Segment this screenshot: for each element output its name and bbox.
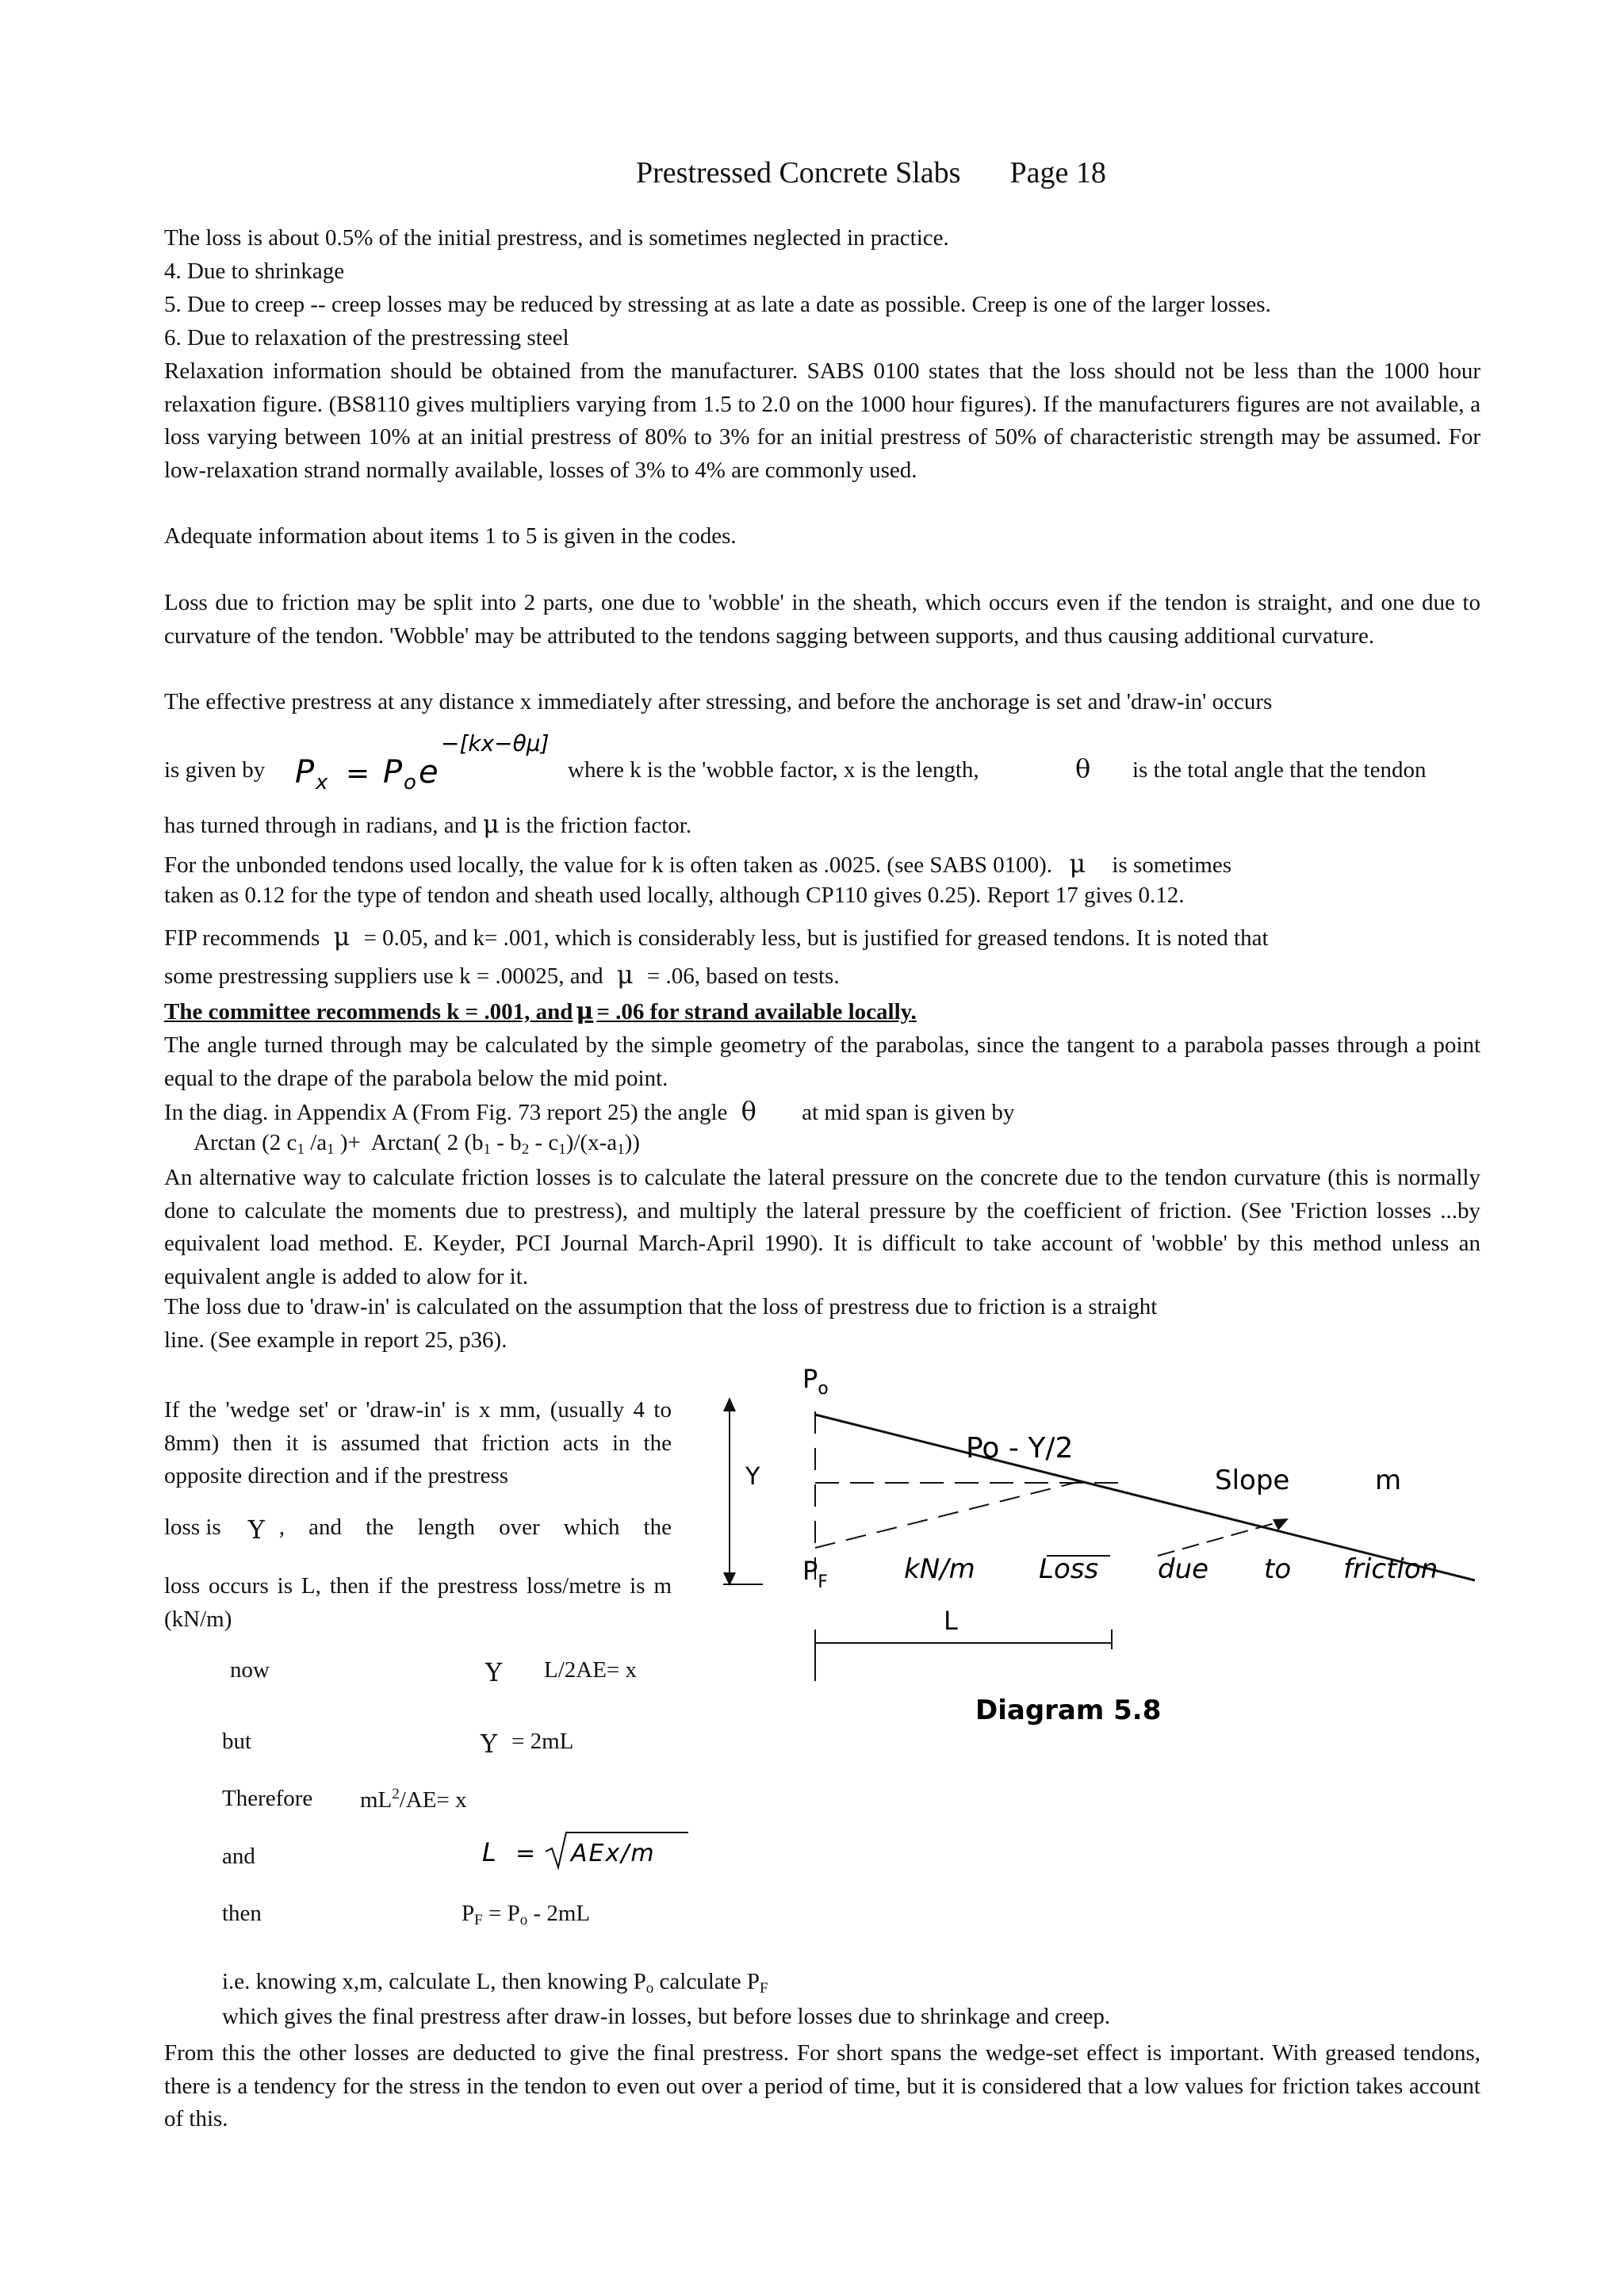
svg-text:o: o <box>404 771 416 795</box>
l-label: L <box>944 1606 958 1636</box>
svg-text:=: = <box>515 1840 536 1867</box>
eq-but: = 2mL <box>511 1729 574 1754</box>
mu-symbol-5: μ <box>576 998 594 1025</box>
committee-text: The committee recommends k = .001, and <box>164 999 573 1024</box>
to-label: to <box>1264 1553 1292 1585</box>
para-alternative: An alternative way to calculate friction losses is to calculate the lateral pressure on the concrete due to the tendon curvature (this is normally done to calculate the moments due to prestress), and multiply the lateral pressure by the coefficient of friction. (See 'Friction losses ...by equivalent load method. E. Keyder, PCI Journal March-April 1990). It is difficult to take account of 'wobble' by this method unless an equivalent angle is added to alow for it. <box>164 1165 1480 1289</box>
due-label: due <box>1158 1553 1209 1585</box>
line-diag <box>164 1096 1014 1126</box>
diag-text: In the diag. in Appendix A (From Fig. 73 report 25) the angle <box>164 1100 728 1125</box>
line-committee <box>164 998 917 1025</box>
y-label: Y <box>745 1463 760 1491</box>
item-shrinkage: 4. Due to shrinkage <box>164 259 345 284</box>
committee-rest: = .06 for strand available locally. <box>596 999 917 1024</box>
eq-end: is the total angle that the tendon <box>1132 757 1427 783</box>
gamma-symbol: Y <box>247 1515 265 1545</box>
para-angle: The angle turned through may be calculated by the simple geometry of the parabolas, since the tangent to a parabola passes through a point equal to the drape of the parabola below the mid point. <box>164 1032 1480 1091</box>
para-adequate: Adequate information about items 1 to 5 is given in the codes. <box>164 523 737 549</box>
diagram-caption: Diagram 5.8 <box>975 1695 1162 1726</box>
mu-symbol: μ <box>482 809 500 839</box>
svg-text:=: = <box>346 757 370 790</box>
diag-rest: at mid span is given by <box>802 1100 1015 1125</box>
para-loss-0.5: The loss is about 0.5% of the initial prestress, and is sometimes neglected in practice. <box>164 225 949 251</box>
para-relaxation: Relaxation information should be obtained from the manufacturer. SABS 0100 states that the loss should not be less than the 1000 hour relaxation figure. (BS8110 gives multipliers varying from 1.5 to 2.0 on the 1000 hour figures). If the manufacturers figures are not available, a loss varying between 10% at an initial prestress of 80% to 3% for an initial prestress of 50% of characteristic strength may be assumed. For low-relaxation strand normally available, losses of 3% to 4% are commonly used. <box>164 358 1480 483</box>
para-effective: The effective prestress at any distance x immediately after stressing, and before the anchorage is set and 'draw-in' occurs <box>164 689 1273 714</box>
m-label: m <box>1375 1465 1402 1496</box>
loss-label: Loss <box>1039 1553 1099 1585</box>
header-page: Page 18 <box>1009 156 1106 190</box>
mu-symbol-3: μ <box>333 921 350 952</box>
label-now: now <box>230 1657 270 1683</box>
mu-symbol-4: μ <box>616 959 634 990</box>
line-fip <box>164 921 1269 952</box>
suppliers-text: some prestressing suppliers use k = .00025, and <box>164 963 603 989</box>
mid-label: Po - Y/2 <box>966 1432 1074 1465</box>
label-but: but <box>222 1729 252 1754</box>
para-from-this: From this the other losses are deducted to give the final prestress. For short spans the wedge-set effect is important. With greased tendons, there is a tendency for the stress in the tendon to even out over a period of time, but it is considered that a low values for friction takes account of this. <box>164 2040 1480 2131</box>
sometimes-text: is sometimes <box>1112 852 1231 878</box>
svg-text:P: P <box>295 754 315 791</box>
pointer-arrow-icon <box>1273 1518 1289 1530</box>
label-and: and <box>222 1844 255 1869</box>
line-radians <box>164 809 691 839</box>
suppliers-rest: = .06, based on tests. <box>646 963 840 989</box>
unbonded-text: For the unbonded tendons used locally, the value for k is often taken as .0025. (see SABS 0100). <box>164 852 1053 878</box>
eq-therefore: $mL^2/AE= x$ <box>360 1786 467 1813</box>
eq-now: L/2AE= x <box>544 1657 638 1683</box>
friction-factor-text: is the friction factor. <box>504 813 692 838</box>
item-creep: 5. Due to creep -- creep losses may be reduced by stressing at as late a date as possible. Creep is one of the larger losses. <box>164 292 1271 317</box>
eq-then: PF = Po - 2mL <box>462 1901 591 1928</box>
svg-text:x: x <box>316 771 328 795</box>
para-loss-occurs: loss occurs is L, then if the prestress loss/metre is m (kN/m) <box>164 1573 672 1632</box>
radians-text: has turned through in radians, and <box>164 813 477 838</box>
svg-text:AEx/m: AEx/m <box>571 1840 656 1867</box>
theta-symbol-2: θ <box>741 1096 756 1126</box>
friction-equation <box>292 726 561 797</box>
fip-rest: = 0.05, and k= .001, which is considerably less, but is justified for greased tendons. It is noted that <box>363 925 1269 951</box>
eq-sqrt <box>476 1828 698 1875</box>
line-ie: i.e. knowing x,m, calculate L, then knowing Po calculate PF <box>222 1969 768 1997</box>
svg-text:L: L <box>482 1837 496 1867</box>
gamma-but: Y <box>481 1729 498 1759</box>
loss-is-text: loss is <box>164 1515 221 1540</box>
label-then: then <box>222 1901 262 1926</box>
loss-is-rest: , and the length over which the <box>278 1515 672 1540</box>
pointer-line <box>1158 1521 1283 1556</box>
line-example: line. (See example in report 25, p36). <box>164 1327 508 1353</box>
item-relaxation: 6. Due to relaxation of the prestressing steel <box>164 325 569 350</box>
ie-text: i.e. knowing x,m, calculate L, then knowing P <box>222 1969 646 1994</box>
page-header <box>636 155 1106 190</box>
pf-label: $P_F$ <box>802 1556 828 1592</box>
eq-where: where k is the 'wobble factor, x is the length, <box>568 757 979 783</box>
header-title: Prestressed Concrete Slabs <box>636 156 961 190</box>
mu-symbol-2: μ <box>1069 848 1086 879</box>
para-friction: Loss due to friction may be split into 2 parts, one due to 'wobble' in the sheath, which occurs even if the tendon is straight, and one due to curvature of the tendon. 'Wobble' may be attributed to the tendons sagging between supports, and thus causing additional curvature. <box>164 590 1480 649</box>
gamma-now: Y <box>485 1657 503 1687</box>
friction-label: friction <box>1343 1553 1438 1585</box>
svg-text:P: P <box>383 754 403 791</box>
reflected-line <box>815 1479 1090 1548</box>
line-unbonded <box>164 848 1231 879</box>
arctan-formula: Arctan (2 c1 /a1 )+ Arctan( 2 (b1 - b2 - c1)/(x-a1)) <box>193 1130 640 1158</box>
label-therefore: Therefore <box>222 1786 313 1811</box>
para-wedge: If the 'wedge set' or 'draw-in' is x mm, (usually 4 to 8mm) then it is assumed that friction acts in the opposite direction and if the prestress <box>164 1397 672 1488</box>
diagram-5-8 <box>714 1348 1507 1744</box>
line-loss-is <box>164 1515 672 1545</box>
po-label: $P_o$ <box>802 1364 829 1399</box>
line-drawin: The loss due to 'draw-in' is calculated on the assumption that the loss of prestress due to friction is a straight <box>164 1294 1158 1319</box>
theta-symbol: θ <box>1075 753 1091 783</box>
kn-label: kN/m <box>904 1553 975 1585</box>
line-which: which gives the final prestress after draw-in losses, but before losses due to shrinkage and creep. <box>222 2004 1111 2029</box>
arrow-up-icon <box>723 1397 736 1411</box>
slope-label: Slope <box>1215 1465 1290 1496</box>
line-taken-as: taken as 0.12 for the type of tendon and sheath used locally, although CP110 gives 0.25). Report 17 gives 0.12. <box>164 883 1185 908</box>
svg-text:e: e <box>419 754 439 791</box>
line-suppliers <box>164 959 840 990</box>
svg-text:−[kx−θμ]: −[kx−θμ] <box>441 730 550 756</box>
fip-text: FIP recommends <box>164 925 320 951</box>
eq-prefix: is given by <box>164 757 266 783</box>
